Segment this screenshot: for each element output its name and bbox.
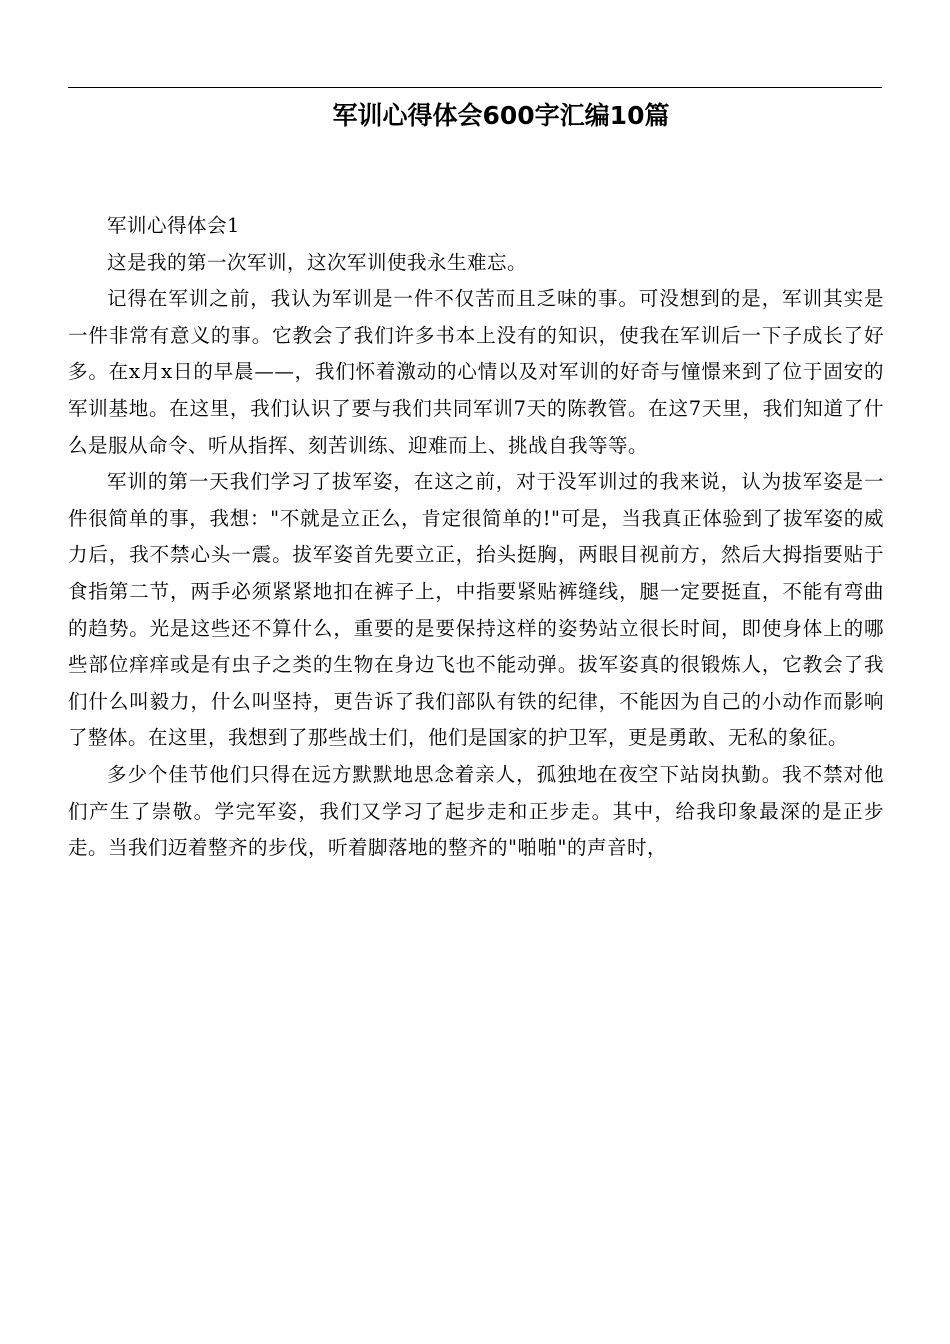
paragraph: 这是我的第一次军训，这次军训使我永生难忘。 — [107, 250, 528, 274]
document-body — [68, 208, 884, 867]
paragraph: 记得在军训之前，我认为军训是一件不仅苦而且乏味的事。可没想到的是，军训其实是一件非常有意义的事。它教会了我们许多书本上没有的知识，使我在军训后一下子成长了好多。在x月x日的早晨——，我们怀着激动的心情以及对军训的好奇与憧憬来到了位于固安的军训基地。在这里，我们认识了要与我们共同军训7天的陈教管。在这7天里，我们知道了什么是服从命令、听从指挥、刻苦训练、迎难而上、挑战自我等等。 — [68, 287, 884, 457]
section-heading: 军训心得体会1 — [107, 214, 240, 237]
paragraph: 军训的第一天我们学习了拔军姿，在这之前，对于没军训过的我来说，认为拔军姿是一件很简单的事，我想："不就是立正么，肯定很简单的!"可是，当我真正体验到了拔军姿的威力后，我不禁心头一震。拔军姿首先要立正，抬头挺胸，两眼目视前方，然后大拇指要贴于食指第二节，两手必须紧紧地扣在裤子上，中指要紧贴裤缝线，腿一定要挺直，不能有弯曲的趋势。光是这些还不算什么，重要的是要保持这样的姿势站立很长时间，即使身体上的哪些部位痒痒或是有虫子之类的生物在身边飞也不能动弹。拔军姿真的很锻炼人，它教会了我们什么叫毅力，什么叫坚持，更告诉了我们部队有铁的纪律，不能因为自己的小动作而影响了整体。在这里，我想到了那些战士们，他们是国家的护卫军，更是勇敢、无私的象征。 — [68, 470, 884, 750]
paragraph: 多少个佳节他们只得在远方默默地思念着亲人，孤独地在夜空下站岗执勤。我不禁对他们产生了崇敬。学完军姿，我们又学习了起步走和正步走。其中，给我印象最深的是正步走。当我们迈着整齐的步伐，听着脚落地的整齐的"啪啪"的声音时， — [68, 762, 884, 860]
document-title: 军训心得体会600字汇编10篇 — [332, 101, 670, 130]
header-rule — [68, 87, 882, 88]
